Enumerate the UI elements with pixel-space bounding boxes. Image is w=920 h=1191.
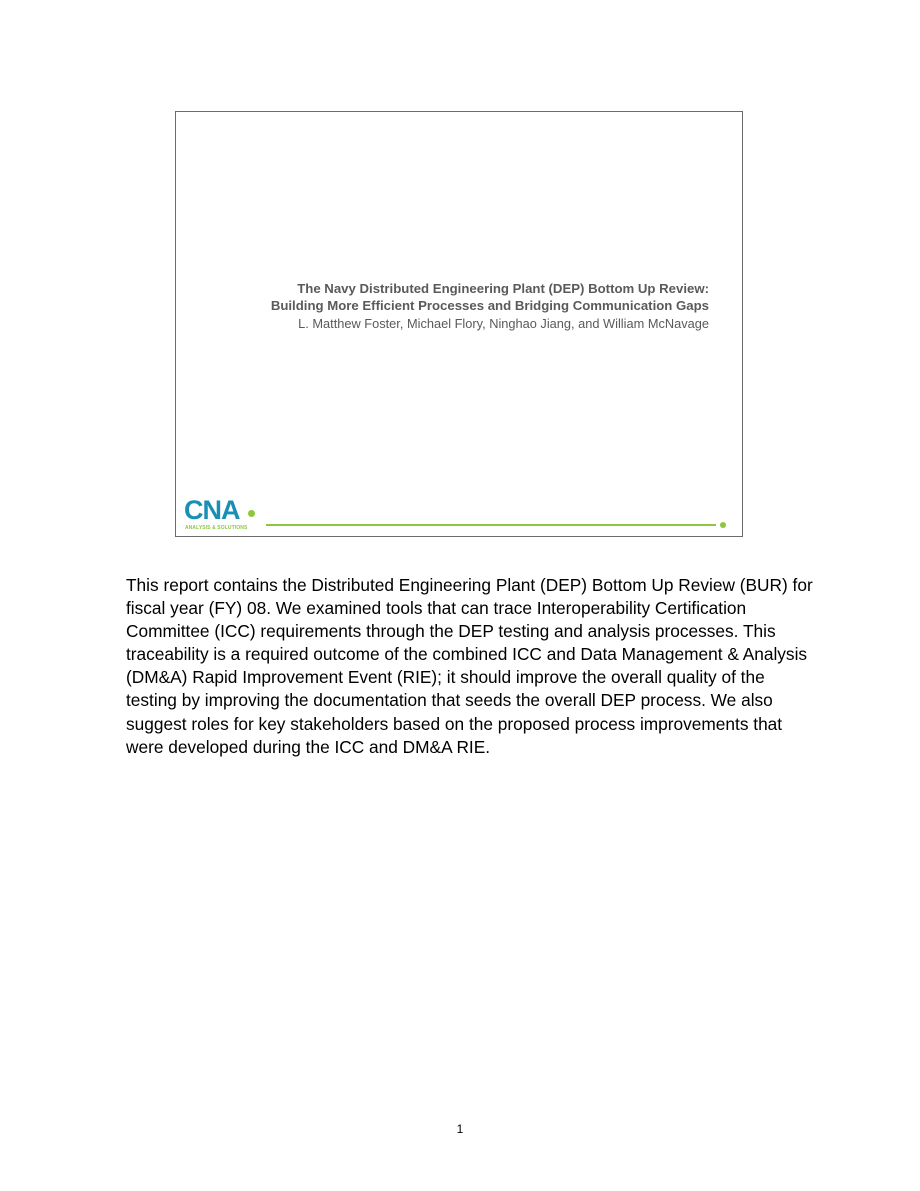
slide-title-block [271, 280, 709, 333]
cover-slide [175, 111, 743, 537]
page-number: 1 [456, 1122, 464, 1136]
footer-rule [266, 524, 716, 526]
slide-authors: L. Matthew Foster, Michael Flory, Ninghao Jiang, and William McNavage [298, 316, 709, 331]
abstract-paragraph: This report contains the Distributed Engineering Plant (DEP) Bottom Up Review (BUR) for fiscal year (FY) 08. We examined tools that can trace Interoperability Certification Committee (ICC) requirements through the DEP testing and analysis processes. This traceability is a required outcome of the combined ICC and Data Management & Analysis (DM&A) Rapid Improvement Event (RIE); it should improve the overall quality of the testing by improving the documentation that seeds the overall DEP process. We also suggest roles for key stakeholders based on the proposed process improvements that were developed during the ICC and DM&A RIE. [126, 575, 813, 757]
slide-title-line-1: The Navy Distributed Engineering Plant (DEP) Bottom Up Review: [297, 281, 709, 296]
logo-dot [248, 510, 255, 517]
slide-title-line-2: Building More Efficient Processes and Bridging Communication Gaps [270, 298, 709, 313]
cna-logo-icon [184, 496, 268, 532]
logo-wordmark: CNA [184, 495, 240, 525]
logo-tagline: ANALYSIS & SOLUTIONS [185, 525, 248, 531]
footer-rule-dot [720, 522, 726, 528]
